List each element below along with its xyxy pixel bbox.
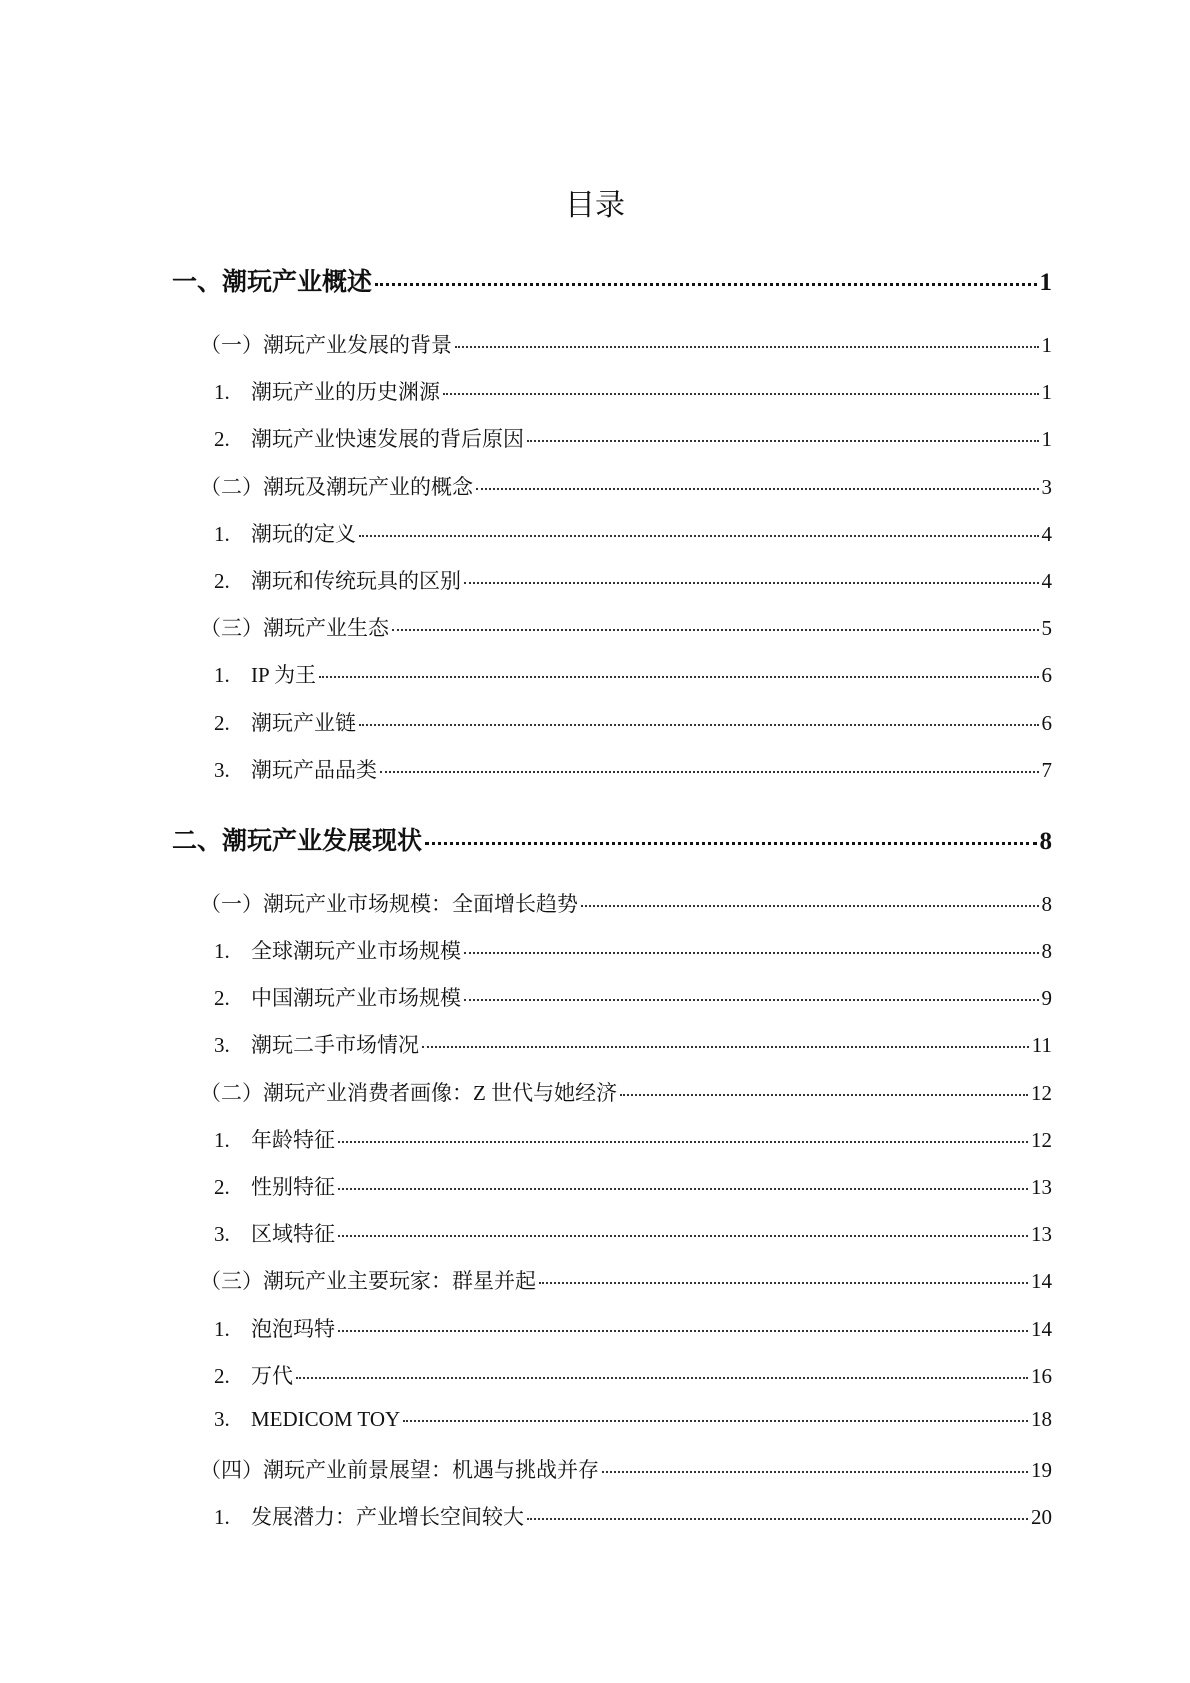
- toc-page-number: 12: [1031, 1080, 1052, 1105]
- dot-leader: [392, 629, 1039, 631]
- toc-subsection-entry[interactable]: [214, 754, 1052, 784]
- toc-entry-label: [214, 376, 440, 406]
- toc-subsection-entry[interactable]: [214, 423, 1052, 453]
- toc-page-number: 1: [1041, 427, 1052, 452]
- toc-entry-label: [200, 1265, 536, 1295]
- toc-subsection-entry[interactable]: [214, 1313, 1052, 1343]
- toc-subsection-entry[interactable]: [214, 1501, 1052, 1531]
- toc-entry-text: 区域特征: [251, 1222, 335, 1247]
- toc-entry-label: [200, 1077, 617, 1107]
- toc-page-number: 19: [1031, 1458, 1052, 1483]
- toc-page-number: 20: [1031, 1505, 1052, 1530]
- toc-page-number: 8: [1039, 827, 1052, 855]
- dot-leader: [296, 1377, 1028, 1379]
- dot-leader: [464, 999, 1039, 1001]
- toc-entry-text: （一）潮玩产业市场规模：全面增长趋势: [200, 891, 578, 916]
- toc-entry-text: （四）潮玩产业前景展望：机遇与挑战并存: [200, 1458, 599, 1483]
- toc-entry-label: [214, 518, 356, 548]
- dot-leader: [319, 676, 1038, 678]
- dot-leader: [476, 488, 1039, 490]
- toc-entry-number: 2.: [214, 986, 230, 1011]
- toc-entry-label: [214, 1407, 400, 1432]
- toc-entry-text: 二、潮玩产业发展现状: [172, 827, 423, 855]
- dot-leader: [527, 1518, 1028, 1520]
- dot-leader: [359, 724, 1039, 726]
- toc-entry-label: [200, 888, 578, 918]
- toc-section-entry[interactable]: [200, 1265, 1052, 1295]
- toc-entry-label: [214, 1029, 419, 1059]
- toc-entry-label: [214, 935, 461, 965]
- toc-entry-label: [172, 821, 422, 857]
- toc-entry-label: [214, 707, 356, 737]
- toc-entry-label: [172, 262, 372, 298]
- toc-entry-text: （二）潮玩产业消费者画像：Z 世代与她经济: [200, 1080, 618, 1105]
- toc-entry-label: [200, 329, 452, 359]
- toc-page-number: 13: [1031, 1175, 1052, 1199]
- toc-entry-text: （三）潮玩产业生态: [200, 616, 389, 641]
- toc-entry-number: 1.: [214, 1316, 230, 1341]
- toc-subsection-entry[interactable]: [214, 1360, 1052, 1390]
- dot-leader: [359, 535, 1039, 537]
- toc-section-entry[interactable]: [200, 1454, 1052, 1484]
- dot-leader: [425, 842, 1036, 845]
- toc-entry-number: 1.: [214, 521, 230, 546]
- toc-chapter-entry[interactable]: [172, 262, 1052, 298]
- dot-leader: [581, 905, 1039, 907]
- toc-entry-text: IP 为王: [251, 663, 317, 688]
- toc-entry-number: 1.: [214, 1127, 230, 1152]
- toc-entry-label: [214, 1501, 524, 1531]
- toc-entry-label: [214, 1171, 335, 1201]
- toc-subsection-entry[interactable]: [214, 376, 1052, 406]
- toc-entry-text: （一）潮玩产业发展的背景: [200, 333, 452, 357]
- toc-entry-label: [214, 1218, 335, 1248]
- toc-entry-number: 3.: [214, 1222, 230, 1247]
- toc-page-number: 4: [1041, 521, 1052, 546]
- dot-leader: [422, 1046, 1029, 1048]
- toc-entry-number: 3.: [214, 1033, 230, 1058]
- dot-leader: [455, 346, 1039, 348]
- toc-page-number: 14: [1031, 1269, 1052, 1294]
- toc-page-number: 6: [1041, 710, 1052, 735]
- toc-page-number: 13: [1031, 1222, 1052, 1247]
- toc-entry-text: 潮玩产品品类: [251, 757, 377, 782]
- toc-entry-number: 2.: [214, 1363, 230, 1388]
- toc-entry-text: 性别特征: [251, 1175, 335, 1199]
- toc-page-number: 9: [1041, 986, 1052, 1011]
- toc-entry-label: [214, 659, 316, 689]
- toc-section-entry[interactable]: [200, 612, 1052, 642]
- toc-entry-label: [214, 754, 377, 784]
- toc-subsection-entry[interactable]: [214, 1218, 1052, 1248]
- toc-entry-text: 潮玩的定义: [251, 521, 356, 546]
- toc-entry-number: 1.: [214, 1505, 230, 1530]
- toc-entry-text: 潮玩产业快速发展的背后原因: [251, 427, 524, 452]
- dot-leader: [338, 1141, 1028, 1143]
- toc-section-entry[interactable]: [200, 471, 1052, 501]
- toc-entry-label: [200, 471, 473, 501]
- toc-entry-number: 2.: [214, 710, 230, 735]
- toc-entry-number: 1.: [214, 380, 230, 405]
- dot-leader: [443, 393, 1039, 395]
- toc-section-entry[interactable]: [200, 1077, 1052, 1107]
- toc-entry-label: [200, 1454, 599, 1484]
- toc-entry-label: [214, 1360, 293, 1390]
- toc-subsection-entry[interactable]: [214, 1124, 1052, 1154]
- toc-entry-label: [200, 612, 389, 642]
- toc-section-entry[interactable]: [200, 329, 1052, 359]
- toc-page-number: 7: [1041, 757, 1052, 782]
- toc-page-number: 1: [1039, 269, 1052, 296]
- toc-entry-label: [214, 565, 461, 595]
- toc-entry-number: 2.: [214, 1175, 230, 1199]
- toc-chapter-entry[interactable]: [172, 821, 1052, 857]
- toc-section-entry[interactable]: [200, 888, 1052, 918]
- toc-page-number: 16: [1031, 1363, 1052, 1388]
- toc-subsection-entry[interactable]: [214, 707, 1052, 737]
- toc-entry-text: 年龄特征: [251, 1127, 335, 1152]
- toc-page-number: 1: [1041, 333, 1052, 357]
- toc-subsection-entry[interactable]: [214, 1029, 1052, 1059]
- toc-page-number: 3: [1041, 474, 1052, 499]
- toc-entry-label: [214, 982, 461, 1012]
- toc-page-number: 4: [1041, 569, 1052, 593]
- toc-entry-text: 全球潮玩产业市场规模: [251, 939, 461, 963]
- dot-leader: [602, 1471, 1028, 1473]
- toc-entry-text: 泡泡玛特: [251, 1316, 335, 1341]
- dot-leader: [375, 283, 1036, 286]
- toc-subsection-entry[interactable]: [214, 1407, 1052, 1432]
- toc-entry-number: 1.: [214, 939, 230, 963]
- toc-page-number: 18: [1031, 1407, 1052, 1431]
- dot-leader: [620, 1094, 1028, 1096]
- dot-leader: [338, 1235, 1028, 1237]
- toc-subsection-entry[interactable]: [214, 518, 1052, 548]
- toc-page-number: 14: [1031, 1316, 1052, 1341]
- toc-entry-number: 2.: [214, 427, 230, 452]
- toc-subsection-entry[interactable]: [214, 1171, 1052, 1201]
- dot-leader: [338, 1330, 1028, 1332]
- toc-page-number: 1: [1041, 380, 1052, 405]
- toc-entry-label: [214, 423, 524, 453]
- dot-leader: [539, 1282, 1028, 1284]
- toc-entry-label: [214, 1313, 335, 1343]
- toc-page-number: 5: [1041, 616, 1052, 641]
- toc-entry-text: MEDICOM TOY: [251, 1407, 401, 1431]
- toc-page-number: 6: [1041, 663, 1052, 688]
- toc-entry-number: 2.: [214, 569, 230, 593]
- toc-entry-number: 1.: [214, 663, 230, 688]
- toc-entry-number: 3.: [214, 757, 230, 782]
- toc-entry-text: 潮玩产业的历史渊源: [251, 380, 440, 405]
- dot-leader: [464, 952, 1039, 954]
- toc-entry-text: 发展潜力：产业增长空间较大: [251, 1505, 524, 1530]
- dot-leader: [380, 771, 1039, 773]
- toc-subsection-entry[interactable]: [214, 565, 1052, 595]
- toc-entry-text: （三）潮玩产业主要玩家：群星并起: [200, 1269, 536, 1294]
- toc-page-number: 12: [1031, 1127, 1052, 1152]
- dot-leader: [338, 1188, 1028, 1190]
- toc-subsection-entry[interactable]: [214, 982, 1052, 1012]
- toc-page-number: 8: [1041, 891, 1052, 916]
- toc-entry-text: 一、潮玩产业概述: [172, 269, 373, 296]
- toc-entry-text: 潮玩二手市场情况: [251, 1033, 419, 1058]
- toc-entry-text: 中国潮玩产业市场规模: [251, 986, 461, 1011]
- dot-leader: [464, 582, 1039, 584]
- toc-entry-text: 潮玩和传统玩具的区别: [251, 569, 461, 593]
- toc-page-number: 8: [1041, 939, 1052, 963]
- toc-subsection-entry[interactable]: [214, 659, 1052, 689]
- toc-subsection-entry[interactable]: [214, 935, 1052, 965]
- toc-entry-number: 3.: [214, 1407, 230, 1431]
- dot-leader: [403, 1420, 1028, 1422]
- toc-title: 目录: [565, 189, 625, 222]
- toc-entry-label: [214, 1124, 335, 1154]
- toc-entry-text: （二）潮玩及潮玩产业的概念: [200, 474, 473, 499]
- toc-entry-text: 万代: [251, 1363, 293, 1388]
- toc-page-number: 11: [1031, 1033, 1052, 1058]
- dot-leader: [527, 440, 1039, 442]
- toc-entry-text: 潮玩产业链: [251, 710, 356, 735]
